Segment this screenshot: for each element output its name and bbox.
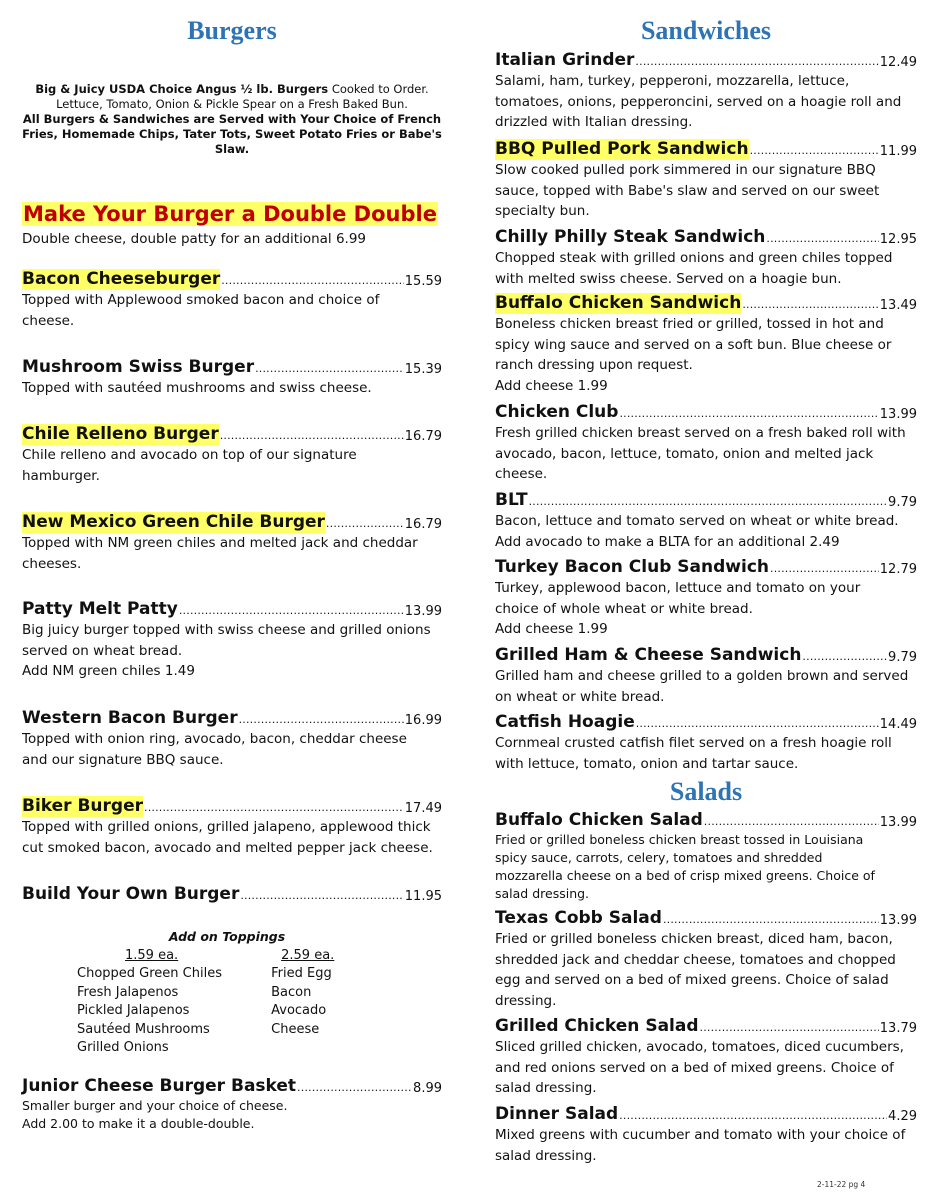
topping-item: Grilled Onions bbox=[77, 1040, 169, 1055]
desc-line: Topped with grilled onions, grilled jalapeno, applewood thick bbox=[22, 819, 431, 835]
desc-line: Sliced grilled chicken, avocado, tomatoes, diced cucumbers, bbox=[495, 1039, 904, 1055]
desc-line: Fresh grilled chicken breast served on a fresh baked roll with bbox=[495, 425, 906, 441]
item-desc bbox=[495, 511, 917, 552]
desc-line: sauce, topped with Babe's slaw and served on our sweet bbox=[495, 182, 880, 199]
desc-line: salad dressing. bbox=[495, 1147, 597, 1164]
desc-line: Topped with NM green chiles and melted jack and cheddar bbox=[22, 535, 418, 551]
item-price: 15.39 bbox=[404, 362, 442, 377]
item-desc bbox=[495, 1037, 917, 1099]
item-price: 9.79 bbox=[888, 650, 917, 665]
leader-dots bbox=[663, 914, 879, 926]
item-price: 13.99 bbox=[879, 407, 917, 422]
item-name: Chilly Philly Steak Sandwich bbox=[495, 227, 766, 247]
item-desc bbox=[22, 620, 442, 682]
topping-item: Fresh Jalapenos bbox=[77, 984, 179, 1000]
topping-item: Cheese bbox=[271, 1021, 320, 1037]
toppings-col2-price: 2.59 ea. bbox=[281, 947, 335, 963]
menu-item bbox=[495, 810, 917, 903]
item-name: Western Bacon Burger bbox=[22, 708, 238, 728]
desc-line: Slow cooked pulled pork simmered in our signature BBQ bbox=[495, 162, 876, 178]
intro-bold-1: Big & Juicy USDA Choice Angus ½ lb. Burgers bbox=[35, 82, 329, 96]
desc-line: Topped with Applewood smoked bacon and choice of bbox=[22, 292, 380, 308]
desc-line: choice of whole wheat or white bread. bbox=[495, 600, 753, 617]
menu-item bbox=[22, 424, 442, 486]
desc-line: Topped with sautéed mushrooms and swiss cheese. bbox=[22, 380, 372, 396]
intro-bold-2: All Burgers & Sandwiches are Served with Your Choice of French Fries, Homemade Chips, Tater Tots, Sweet Potato Fries or Babe's Slaw. bbox=[22, 112, 442, 156]
leader-dots bbox=[700, 1022, 879, 1034]
menu-item bbox=[495, 50, 917, 133]
menu-item bbox=[22, 884, 442, 905]
burgers-intro bbox=[22, 82, 442, 157]
leader-dots bbox=[770, 563, 879, 575]
desc-line: specialty bun. bbox=[495, 203, 590, 219]
leader-dots bbox=[704, 816, 879, 828]
desc-line: shredded jack and cheddar cheese, tomatoes and chopped bbox=[495, 951, 896, 968]
item-price: 13.79 bbox=[879, 1021, 917, 1036]
item-name: Chile Relleno Burger bbox=[22, 424, 219, 444]
desc-line: Big juicy burger topped with swiss cheese and grilled onions bbox=[22, 622, 431, 638]
item-desc bbox=[22, 445, 442, 486]
menu-item bbox=[495, 908, 917, 1011]
desc-line: dressing. bbox=[495, 992, 557, 1009]
item-desc bbox=[22, 290, 442, 331]
item-price: 9.79 bbox=[888, 495, 917, 510]
item-desc bbox=[495, 1125, 917, 1166]
item-desc bbox=[495, 666, 917, 707]
item-name: Texas Cobb Salad bbox=[495, 908, 662, 928]
item-price: 4.29 bbox=[888, 1109, 917, 1124]
item-name: BBQ Pulled Pork Sandwich bbox=[495, 139, 749, 159]
item-price: 13.49 bbox=[879, 298, 917, 313]
desc-line: cheeses. bbox=[22, 555, 82, 572]
leader-dots bbox=[297, 1082, 412, 1094]
leader-dots bbox=[802, 651, 887, 663]
item-desc bbox=[22, 378, 442, 399]
item-price: 13.99 bbox=[404, 604, 442, 619]
desc-line: Bacon, lettuce and tomato served on wheat or white bread. bbox=[495, 513, 899, 529]
item-name: Italian Grinder bbox=[495, 50, 635, 70]
desc-line: and our signature BBQ sauce. bbox=[22, 751, 224, 768]
desc-line: egg and served on a bed of mixed greens. Choice of salad bbox=[495, 972, 889, 988]
desc-line: hamburger. bbox=[22, 467, 100, 484]
item-price: 12.95 bbox=[879, 232, 917, 247]
item-name: Bacon Cheeseburger bbox=[22, 269, 221, 289]
desc-line: and red onions served on a bed of mixed greens. Choice of bbox=[495, 1059, 894, 1076]
desc-line: ranch dressing upon request. bbox=[495, 357, 693, 373]
item-price: 14.49 bbox=[879, 717, 917, 732]
topping-item: Fried Egg bbox=[271, 966, 332, 981]
desc-line: cheese. bbox=[495, 466, 548, 482]
item-desc bbox=[22, 1097, 442, 1133]
menu-item bbox=[495, 1104, 917, 1166]
item-desc bbox=[495, 248, 917, 289]
item-desc bbox=[22, 817, 442, 858]
item-desc bbox=[495, 929, 917, 1011]
sandwiches-title: Sandwiches bbox=[640, 16, 772, 45]
desc-line: Boneless chicken breast fried or grilled, tossed in hot and bbox=[495, 316, 884, 332]
item-desc bbox=[495, 733, 917, 774]
item-price: 13.99 bbox=[879, 913, 917, 928]
salads-title: Salads bbox=[669, 777, 743, 806]
leader-dots bbox=[635, 56, 878, 68]
item-name: Buffalo Chicken Salad bbox=[495, 810, 703, 830]
leader-dots bbox=[239, 714, 404, 726]
item-desc bbox=[495, 314, 917, 396]
desc-line: cheese. bbox=[22, 312, 75, 329]
item-desc bbox=[495, 160, 917, 222]
item-price: 13.99 bbox=[879, 815, 917, 830]
toppings-col-1 bbox=[77, 947, 271, 1058]
topping-item: Avocado bbox=[271, 1003, 327, 1018]
desc-line: on wheat or white bread. bbox=[495, 688, 665, 705]
leader-dots bbox=[255, 363, 404, 375]
item-name: Turkey Bacon Club Sandwich bbox=[495, 557, 769, 577]
menu-item bbox=[495, 139, 917, 222]
item-price: 8.99 bbox=[413, 1081, 442, 1096]
leader-dots bbox=[766, 233, 878, 245]
desc-line: salad dressing. bbox=[495, 1080, 597, 1096]
toppings-title: Add on Toppings bbox=[168, 929, 286, 944]
toppings-col-2 bbox=[271, 947, 377, 1058]
menu-item bbox=[495, 557, 917, 640]
desc-line: Chopped steak with grilled onions and green chiles topped bbox=[495, 250, 893, 266]
desc-line: Topped with onion ring, avocado, bacon, cheddar cheese bbox=[22, 731, 407, 747]
desc-line: Mixed greens with cucumber and tomato with your choice of bbox=[495, 1127, 906, 1143]
leader-dots bbox=[742, 299, 878, 311]
desc-line: spicy sauce, carrots, celery, tomatoes and shredded bbox=[495, 850, 823, 865]
desc-line: Add cheese 1.99 bbox=[495, 377, 608, 394]
item-name: Catfish Hoagie bbox=[495, 712, 635, 732]
item-name: Biker Burger bbox=[22, 796, 143, 816]
item-price: 16.99 bbox=[404, 713, 442, 728]
item-price: 17.49 bbox=[404, 801, 442, 816]
item-name: Build Your Own Burger bbox=[22, 884, 240, 904]
item-name: Buffalo Chicken Sandwich bbox=[495, 293, 742, 313]
desc-line: served on wheat bread. bbox=[22, 642, 183, 659]
intro-rest-1: Cooked to Order. Lettuce, Tomato, Onion & Pickle Spear on a Fresh Baked Bun. bbox=[56, 82, 429, 111]
leader-dots bbox=[221, 275, 404, 287]
item-name: Grilled Ham & Cheese Sandwich bbox=[495, 645, 802, 665]
item-price: 16.79 bbox=[404, 429, 442, 444]
menu-item bbox=[22, 599, 442, 682]
item-name: Grilled Chicken Salad bbox=[495, 1016, 699, 1036]
desc-line: mozzarella cheese on a bed of crisp mixed greens. Choice of bbox=[495, 868, 875, 883]
burgers-title: Burgers bbox=[187, 16, 277, 45]
leader-dots bbox=[529, 496, 887, 508]
menu-item bbox=[22, 357, 442, 399]
desc-line: Cornmeal crusted catfish filet served on a fresh hoagie roll bbox=[495, 735, 892, 751]
menu-item bbox=[495, 227, 917, 289]
desc-line: with melted swiss cheese. Served on a hoagie bun. bbox=[495, 270, 842, 287]
add-on-toppings bbox=[77, 928, 377, 1058]
menu-item bbox=[22, 708, 442, 770]
item-desc bbox=[495, 831, 917, 903]
menu-item bbox=[495, 490, 917, 552]
desc-line: Smaller burger and your choice of cheese. bbox=[22, 1098, 288, 1113]
item-price: 11.99 bbox=[879, 144, 917, 159]
item-desc bbox=[22, 729, 442, 770]
item-desc bbox=[495, 423, 917, 485]
menu-item bbox=[22, 512, 442, 574]
leader-dots bbox=[179, 605, 404, 617]
desc-line: Salami, ham, turkey, pepperoni, mozzarella, lettuce, bbox=[495, 73, 850, 89]
desc-line: tomatoes, onions, pepperoncini, served on a hoagie roll and bbox=[495, 93, 902, 110]
item-desc bbox=[495, 578, 917, 640]
double-double-title: Make Your Burger a Double Double bbox=[23, 202, 437, 226]
item-price: 16.79 bbox=[404, 517, 442, 532]
item-name: Chicken Club bbox=[495, 402, 619, 422]
double-double-desc: Double cheese, double patty for an additional 6.99 bbox=[22, 231, 367, 247]
desc-line: Add NM green chiles 1.49 bbox=[22, 663, 195, 679]
toppings-col1-price: 1.59 ea. bbox=[125, 947, 179, 963]
item-price: 12.79 bbox=[879, 562, 917, 577]
menu-item bbox=[22, 796, 442, 858]
topping-item: Bacon bbox=[271, 984, 312, 1000]
topping-item: Pickled Jalapenos bbox=[77, 1003, 190, 1018]
leader-dots bbox=[636, 718, 879, 730]
leader-dots bbox=[619, 408, 878, 420]
item-name: Junior Cheese Burger Basket bbox=[22, 1076, 297, 1096]
leader-dots bbox=[144, 802, 404, 814]
leader-dots bbox=[220, 430, 404, 442]
menu-item bbox=[22, 269, 442, 331]
menu-item bbox=[495, 645, 917, 707]
item-price: 12.49 bbox=[879, 55, 917, 70]
junior-burger-item bbox=[22, 1076, 442, 1133]
item-name: Dinner Salad bbox=[495, 1104, 619, 1124]
item-name: Mushroom Swiss Burger bbox=[22, 357, 255, 377]
item-desc bbox=[22, 533, 442, 574]
desc-line: Add cheese 1.99 bbox=[495, 621, 608, 637]
item-desc bbox=[495, 71, 917, 133]
menu-item bbox=[495, 402, 917, 485]
desc-line: cut smoked bacon, avocado and melted pepper jack cheese. bbox=[22, 839, 433, 856]
desc-line: with lettuce, tomato, onion and tartar sauce. bbox=[495, 755, 799, 772]
item-name: Patty Melt Patty bbox=[22, 599, 178, 619]
desc-line: Turkey, applewood bacon, lettuce and tomato on your bbox=[495, 580, 861, 596]
leader-dots bbox=[750, 145, 879, 157]
leader-dots bbox=[240, 890, 403, 902]
desc-line: Grilled ham and cheese grilled to a golden brown and served bbox=[495, 668, 909, 684]
topping-item: Sautéed Mushrooms bbox=[77, 1021, 210, 1037]
menu-item bbox=[495, 1016, 917, 1099]
desc-line: drizzled with Italian dressing. bbox=[495, 114, 693, 130]
leader-dots bbox=[619, 1110, 887, 1122]
page-footer: 2-11-22 pg 4 bbox=[817, 1180, 866, 1189]
item-name: New Mexico Green Chile Burger bbox=[22, 512, 325, 532]
desc-line: Add avocado to make a BLTA for an additional 2.49 bbox=[495, 533, 840, 550]
menu-item bbox=[495, 293, 917, 396]
item-price: 15.59 bbox=[404, 274, 442, 289]
desc-line: Fried or grilled boneless chicken breast tossed in Louisiana bbox=[495, 832, 864, 847]
desc-line: avocado, bacon, lettuce, tomato, onion and melted jack bbox=[495, 445, 874, 462]
topping-item: Chopped Green Chiles bbox=[77, 966, 222, 981]
item-price: 11.95 bbox=[404, 889, 442, 904]
menu-item bbox=[495, 712, 917, 774]
item-name: BLT bbox=[495, 490, 528, 510]
desc-line: Chile relleno and avocado on top of our signature bbox=[22, 447, 357, 463]
desc-line: spicy wing sauce and served on a soft bun. Blue cheese or bbox=[495, 336, 892, 353]
desc-line: Fried or grilled boneless chicken breast, diced ham, bacon, bbox=[495, 931, 893, 947]
desc-line: salad dressing. bbox=[495, 886, 590, 901]
leader-dots bbox=[326, 518, 404, 530]
desc-line: Add 2.00 to make it a double-double. bbox=[22, 1116, 255, 1131]
